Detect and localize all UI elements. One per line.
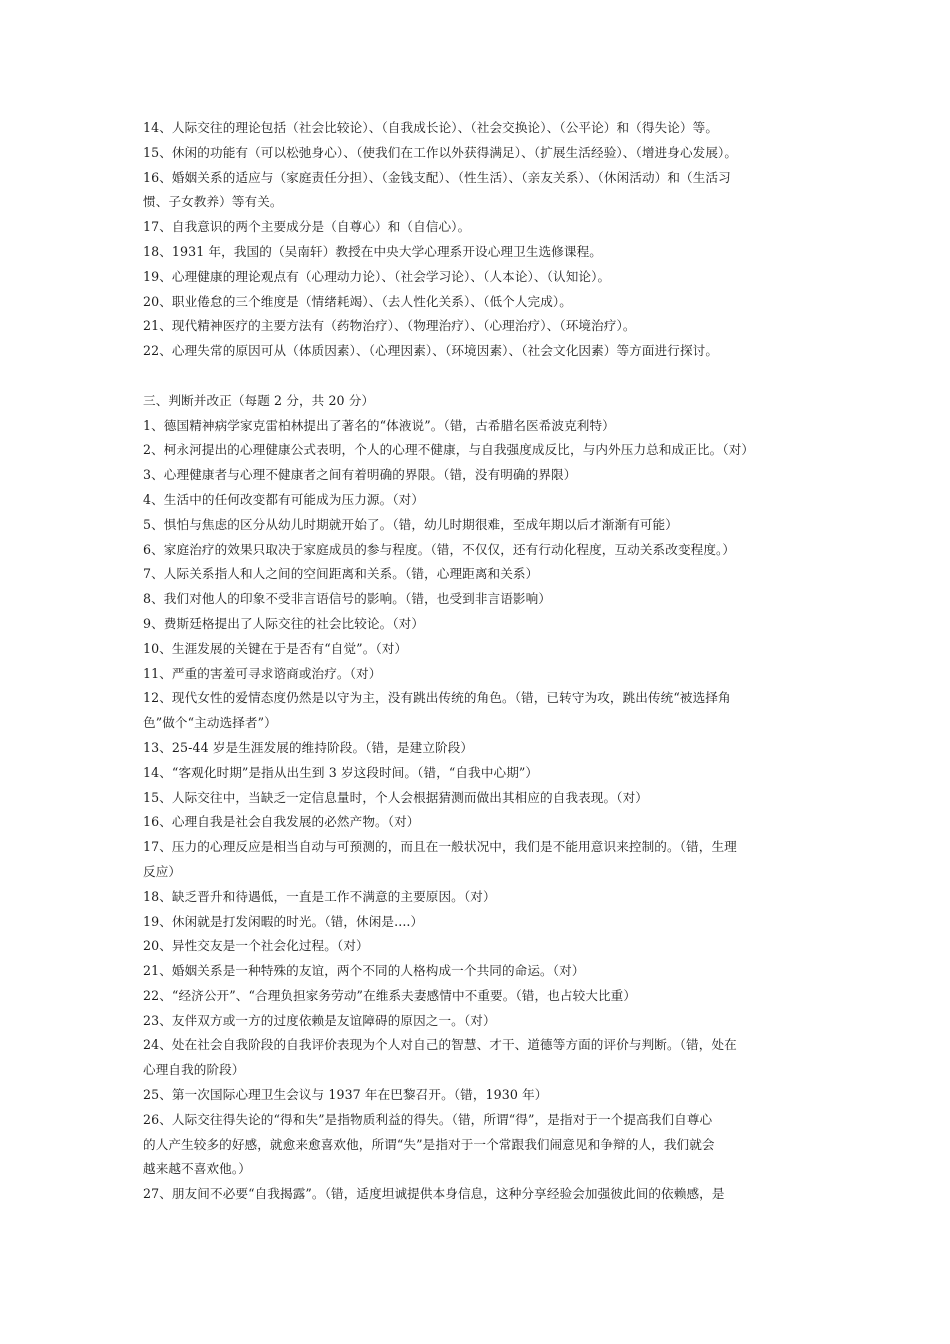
judgment-item-10: 10、生涯发展的关键在于是否有“自觉”。（对） [143, 640, 408, 656]
judgment-item-25: 25、第一次国际心理卫生会议与 1937 年在巴黎召开。（错，1930 年） [143, 1087, 548, 1103]
fill-item-21: 21、现代精神医疗的主要方法有（药物治疗）、（物理治疗）、（心理治疗）、（环境治疗）。 [143, 318, 636, 334]
fill-item-20: 20、职业倦怠的三个维度是（情绪耗竭）、（去人性化关系）、（低个人完成）。 [143, 293, 573, 309]
judgment-item-13: 13、25-44 岁是生涯发展的维持阶段。（错，是建立阶段） [143, 739, 474, 755]
judgment-item-2: 2、柯永河提出的心理健康公式表明，个人的心理不健康，与自我强度成反比，与内外压力总和成正比。（对） [143, 442, 755, 458]
judgment-item-12: 12、现代女性的爱情态度仍然是以守为主，没有跳出传统的角色。（错，已转守为攻，跳出传统“被选择角 色”做个“主动选择者”） [143, 690, 731, 731]
fill-item-16: 16、婚姻关系的适应与（家庭责任分担）、（金钱支配）、（性生活）、（亲友关系）、（休闲活动）和（生活习 惯、子女教养）等有关。 [143, 169, 731, 210]
fill-item-18: 18、1931 年，我国的（吴南轩）教授在中央大学心理系开设心理卫生选修课程。 [143, 243, 602, 259]
document-body [143, 116, 811, 1207]
judgment-item-11: 11、严重的害羞可寻求谘商或治疗。（对） [143, 665, 382, 681]
judgment-item-6: 6、家庭治疗的效果只取决于家庭成员的参与程度。（错，不仅仅，还有行动化程度，互动关系改变程度。） [143, 541, 736, 557]
judgment-item-20: 20、异性交友是一个社会化过程。（对） [143, 938, 369, 954]
section-spacer [143, 364, 811, 389]
fill-item-22: 22、心理失常的原因可从（体质因素）、（心理因素）、（环境因素）、（社会文化因素）等方面进行探讨。 [143, 343, 719, 359]
judgment-item-24: 24、处在社会自我阶段的自我评价表现为个人对自己的智慧、才干、道德等方面的评价与判断。（错，处在 心理自我的阶段） [143, 1037, 737, 1078]
judgment-item-21: 21、婚姻关系是一种特殊的友谊，两个不同的人格构成一个共同的命运。（对） [143, 963, 585, 979]
judgment-item-7: 7、人际关系指人和人之间的空间距离和关系。（错，心理距离和关系） [143, 566, 539, 582]
judgment-item-9: 9、费斯廷格提出了人际交往的社会比较论。（对） [143, 615, 425, 631]
judgment-item-15: 15、人际交往中，当缺乏一定信息量时，个人会根据猜测而做出其相应的自我表现。（对） [143, 789, 648, 805]
judgment-item-16: 16、心理自我是社会自我发展的必然产物。（对） [143, 814, 420, 830]
judgment-item-1: 1、德国精神病学家克雷柏林提出了著名的“体液说”。（错，古希腊名医希波克利特） [143, 417, 615, 433]
judgment-item-17: 17、压力的心理反应是相当自动与可预测的，而且在一般状况中，我们是不能用意识来控制的。（错，生理 反应） [143, 839, 737, 879]
judgment-item-19: 19、休闲就是打发闲暇的时光。（错，休闲是....） [143, 913, 424, 929]
section-heading: 三、判断并改正（每题 2 分，共 20 分） [143, 392, 375, 408]
judgment-item-27: 27、朋友间不必要“自我揭露”。（错，适度坦诚提供本身信息，这种分享经验会加强彼此间的依赖感，是 [143, 1186, 725, 1202]
fill-item-17: 17、自我意识的两个主要成分是（自尊心）和（自信心）。 [143, 219, 471, 235]
judgment-item-3: 3、心理健康者与心理不健康者之间有着明确的界限。（错，没有明确的界限） [143, 467, 577, 483]
judgment-item-4: 4、生活中的任何改变都有可能成为压力源。（对） [143, 491, 425, 507]
fill-item-19: 19、心理健康的理论观点有（心理动力论）、（社会学习论）、（人本论）、（认知论）。 [143, 268, 611, 284]
judgment-item-5: 5、惧怕与焦虑的区分从幼儿时期就开始了。（错，幼儿时期很难，至成年期以后才渐渐有可能） [143, 516, 678, 532]
fill-item-14: 14、人际交往的理论包括（社会比较论）、（自我成长论）、（社会交换论）、（公平论）和（得失论）等。 [143, 120, 719, 135]
fill-item-15: 15、休闲的功能有（可以松弛身心）、（使我们在工作以外获得满足）、（扩展生活经验）、（增进身心发展）。 [143, 144, 738, 160]
judgment-item-26: 26、人际交往得失论的“得和失”是指物质利益的得失。（错，所谓“得”，是指对于一个提高我们自尊心 的人产生较多的好感，就愈来愈喜欢他，所谓“失”是指对于一个常跟我们闹意见和争辩的人，我们就会 越来越不喜欢他。） [143, 1111, 715, 1177]
judgment-item-14: 14、“客观化时期”是指从出生到 3 岁这段时间。（错，“自我中心期”） [143, 764, 539, 780]
judgment-item-22: 22、“经济公开”、“合理负担家务劳动”在维系夫妻感情中不重要。（错，也占较大比重） [143, 987, 637, 1003]
judgment-item-23: 23、友伴双方或一方的过度依赖是友谊障碍的原因之一。（对） [143, 1012, 496, 1028]
judgment-item-18: 18、缺乏晋升和待遇低，一直是工作不满意的主要原因。（对） [143, 888, 496, 904]
judgment-section [143, 389, 811, 1207]
fill-blank-section [143, 116, 811, 364]
judgment-item-8: 8、我们对他人的印象不受非言语信号的影响。（错，也受到非言语影响） [143, 591, 552, 607]
